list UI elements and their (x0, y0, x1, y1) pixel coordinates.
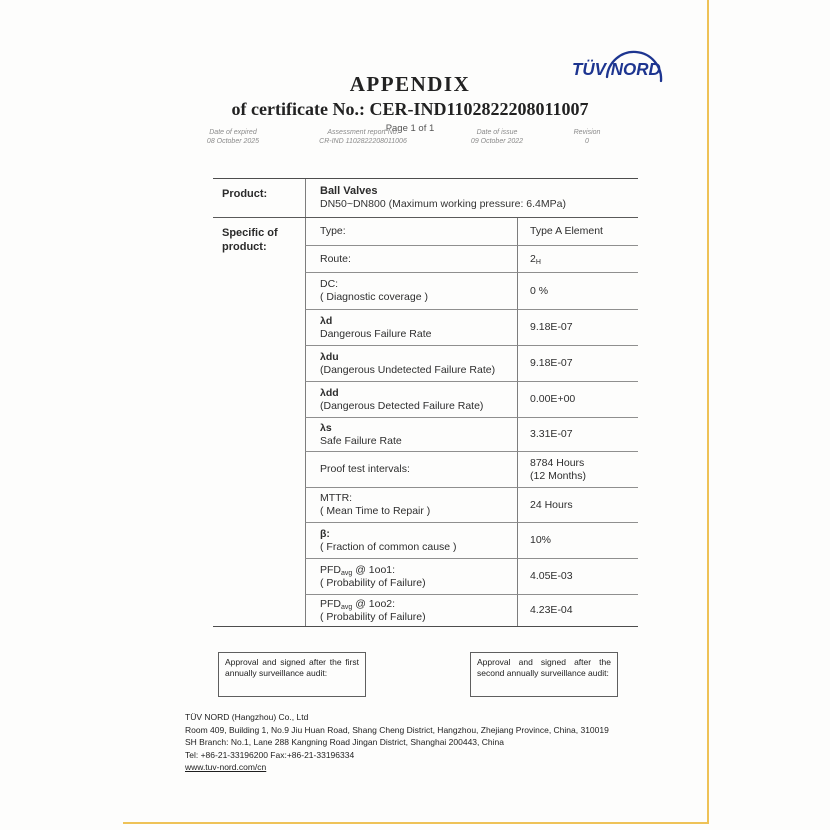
table-row-value: 3.31E-07 (517, 418, 638, 452)
table-row-name: λd Dangerous Failure Rate (305, 310, 517, 346)
meta-label: Date of expired (209, 129, 257, 136)
table-row-value: $2_H$ (517, 246, 638, 273)
specific-label: Specific of product: (222, 227, 278, 253)
page-title: APPENDIX (349, 72, 471, 96)
table-row-value: 4.23E-04 (517, 595, 638, 626)
table-row-value: 0.00E+00 (517, 382, 638, 418)
product-description: DN50~DN800 (Maximum working pressure: 6.4MPa) (320, 198, 566, 210)
logo-wordmark: TÜV NORD (572, 59, 661, 80)
meta-revision (532, 128, 642, 146)
table-row-value: 8784 Hours (12 Months) (517, 452, 638, 488)
certificate-number: of certificate No.: CER-IND1102822208011007 (231, 99, 589, 119)
meta-value: 08 October 2025 (206, 138, 260, 145)
footer-address-1: Room 409, Building 1, No.9 Jiu Huan Road, Shang Cheng District, Hangzhou, Zhejiang Province, China, 310019 (185, 724, 609, 735)
table-row-value: 9.18E-07 (517, 310, 638, 346)
table-row-value: 10% (517, 523, 638, 559)
table-row-value: 0 % (517, 273, 638, 310)
table-row-name: $PFD_{avg}$ @ 1oo1: ( Probability of Failure) (305, 559, 517, 595)
table-row-value: 4.05E-03 (517, 559, 638, 595)
meta-value: 0 (585, 138, 589, 145)
meta-label: Revision (573, 129, 601, 136)
product-content (305, 179, 638, 217)
specific-table (213, 218, 638, 627)
table-row-name: λdd (Dangerous Detected Failure Rate) (305, 382, 517, 418)
approval-box-second-audit: Approval and signed after the second annually surveillance audit: (470, 652, 618, 697)
footer-company: TÜV NORD (Hangzhou) Co., Ltd (185, 712, 309, 722)
meta-label: Date of issue (476, 129, 518, 136)
table-row-name: λs Safe Failure Rate (305, 418, 517, 452)
table-row-name: λdu (Dangerous Undetected Failure Rate) (305, 346, 517, 382)
page-number: Page 1 of 1 (385, 123, 435, 134)
table-row-name: MTTR: ( Mean Time to Repair ) (305, 488, 517, 523)
product-label: Product: (222, 188, 268, 200)
footer-address-2: SH Branch: No.1, Lane 288 Kangning Road Jingan District, Shanghai 200443, China (185, 737, 504, 747)
table-row-name: β: ( Fraction of common cause ) (305, 523, 517, 559)
meta-value: CR-IND 1102822208011006 (319, 138, 407, 145)
table-row-value: 24 Hours (517, 488, 638, 523)
meta-label: Assessment report No. (327, 129, 399, 136)
table-row-name: $PFD_{avg}$ @ 1oo2: ( Probability of Failure) (305, 595, 517, 626)
table-row-name: Type: (305, 218, 517, 246)
title-block (105, 72, 715, 134)
table-row-value: 9.18E-07 (517, 346, 638, 382)
meta-value: 09 October 2022 (470, 138, 524, 145)
table-row-value: Type A Element (517, 218, 638, 246)
footer-phone-fax: Tel: +86-21-33196200 Fax:+86-21-33196334 (185, 749, 355, 760)
approval-box-first-audit: Approval and signed after the first annually surveillance audit: (218, 652, 366, 697)
gold-border-bottom (123, 822, 709, 824)
table-row-name: DC: ( Diagnostic coverage ) (305, 273, 517, 310)
footer-website-link[interactable]: www.tuv-nord.com/cn (185, 762, 267, 772)
table-row-name: Proof test intervals: (305, 452, 517, 488)
product-row (213, 178, 638, 218)
table-row-name: Route: (305, 246, 517, 273)
footer-address-block (185, 711, 665, 774)
product-name: Ball Valves (320, 185, 378, 197)
specification-table (213, 178, 638, 627)
